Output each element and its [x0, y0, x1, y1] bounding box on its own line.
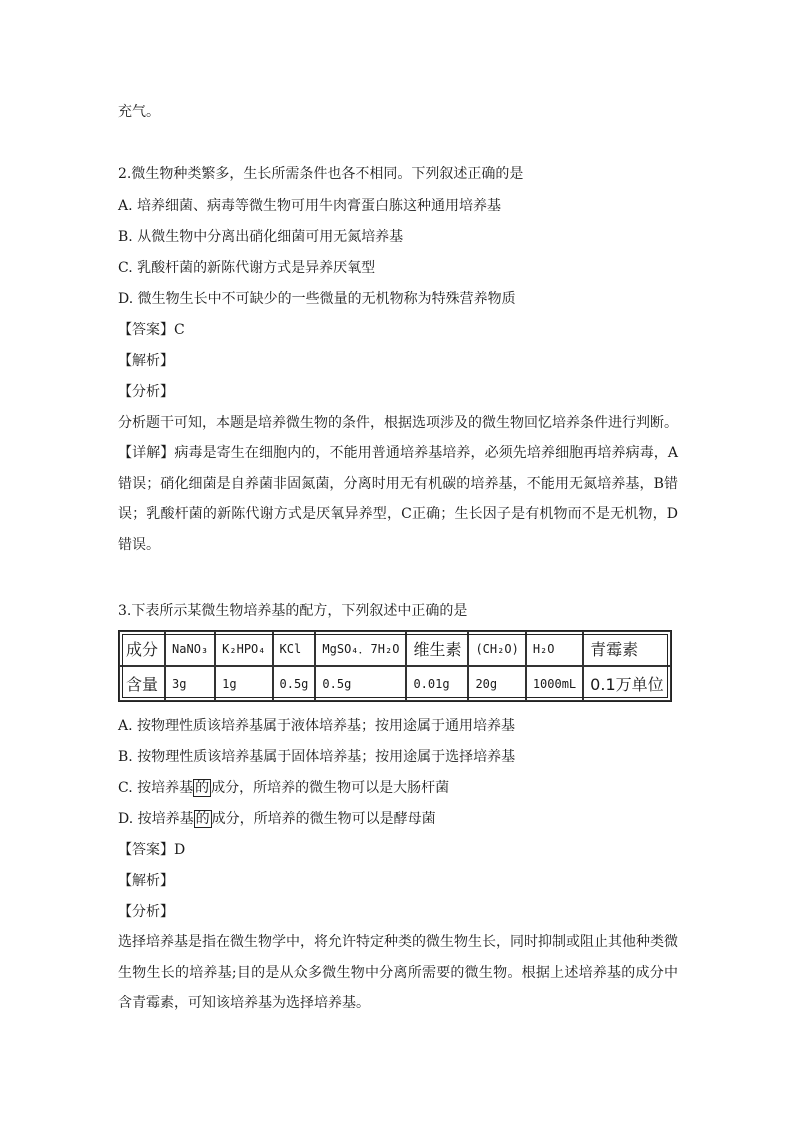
q3-jiexi-heading: 【解析】 — [118, 873, 174, 889]
table-cell: K₂HPO₄ — [215, 631, 272, 666]
q2-fenxi-text: 分析题干可知，本题是培养微生物的条件，根据选项涉及的微生物回忆培养条件进行判断。 — [118, 415, 678, 431]
table-cell: 1000mL — [526, 666, 583, 701]
q3-option-d-boxed-char: 的 — [195, 811, 210, 827]
table-row-amounts — [119, 666, 671, 701]
table-cell: 0.01g — [406, 666, 468, 701]
table-cell: 3g — [165, 666, 215, 701]
table-row-ingredients — [119, 631, 671, 666]
table-cell: 成分 — [119, 631, 165, 666]
table-cell: 0.1万单位 — [583, 666, 670, 701]
table-cell: H₂O — [526, 631, 583, 666]
q3-stem: 3.下表所示某微生物培养基的配方，下列叙述中正确的是 — [118, 603, 468, 619]
table-cell: NaNO₃ — [165, 631, 215, 666]
q3-option-c — [118, 778, 449, 798]
q3-option-c-post: 成分，所培养的微生物可以是大肠杆菌 — [211, 780, 450, 796]
table-cell: 1g — [215, 666, 272, 701]
q2-stem: 2.微生物种类繁多，生长所需条件也各不相同。下列叙述正确的是 — [118, 166, 524, 182]
table-cell: 0.5g — [315, 666, 406, 701]
q2-option-c: C. 乳酸杆菌的新陈代谢方式是异养厌氧型 — [118, 260, 376, 276]
q3-option-d-pre: D. 按培养基 — [118, 811, 194, 827]
q2-detail: 【详解】病毒是寄生在细胞内的，不能用普通培养基培养，必须先培养细胞再培养病毒，A错误；硝化细菌是自养菌非固氮菌，分离时用无有机碳的培养基，不能用无氮培养基，B错误；乳酸杆菌的新陈代谢方式是厌氧异养型，C正确；生长因子是有机物而不是无机物，D错误。 — [118, 445, 678, 553]
q2-option-d: D. 微生物生长中不可缺少的一些微量的无机物称为特殊营养物质 — [118, 291, 516, 307]
q3-option-a: A. 按物理性质该培养基属于液体培养基；按用途属于通用培养基 — [118, 718, 516, 734]
table-cell: KCl — [273, 631, 316, 666]
q3-fenxi-heading: 【分析】 — [118, 904, 174, 920]
table-cell: 维生素 — [406, 631, 468, 666]
table-cell: MgSO₄．7H₂O — [315, 631, 406, 666]
q3-option-d — [118, 809, 436, 829]
q3-option-b: B. 按物理性质该培养基属于固体培养基；按用途属于选择培养基 — [118, 749, 516, 765]
previous-answer-tail: 充气。 — [118, 104, 160, 120]
table-cell: (CH₂O) — [468, 631, 525, 666]
q2-option-b: B. 从微生物中分离出硝化细菌可用无氮培养基 — [118, 229, 404, 245]
table-cell: 20g — [468, 666, 525, 701]
q3-fenxi-text: 选择培养基是指在微生物学中，将允许特定种类的微生物生长，同时抑制或阻止其他种类微生物生长的培养基;目的是从众多微生物中分离所需要的微生物。根据上述培养基的成分中含青霉素，可知该培养基为选择培养基。 — [118, 934, 678, 1011]
q3-answer: 【答案】D — [118, 842, 186, 858]
q3-option-d-post: 成分，所培养的微生物可以是酵母菌 — [211, 811, 436, 827]
q2-answer: 【答案】C — [118, 322, 185, 338]
q3-option-c-pre: C. 按培养基 — [118, 780, 194, 796]
q2-option-a: A. 培养细菌、病毒等微生物可用牛肉膏蛋白胨这种通用培养基 — [118, 198, 502, 214]
q3-option-c-boxed-char: 的 — [195, 780, 210, 796]
table-cell: 青霉素 — [583, 631, 670, 666]
q2-jiexi-heading: 【解析】 — [118, 353, 174, 369]
table-cell: 0.5g — [273, 666, 316, 701]
table-cell: 含量 — [119, 666, 165, 701]
q2-fenxi-heading: 【分析】 — [118, 384, 174, 400]
culture-medium-table — [118, 630, 672, 702]
